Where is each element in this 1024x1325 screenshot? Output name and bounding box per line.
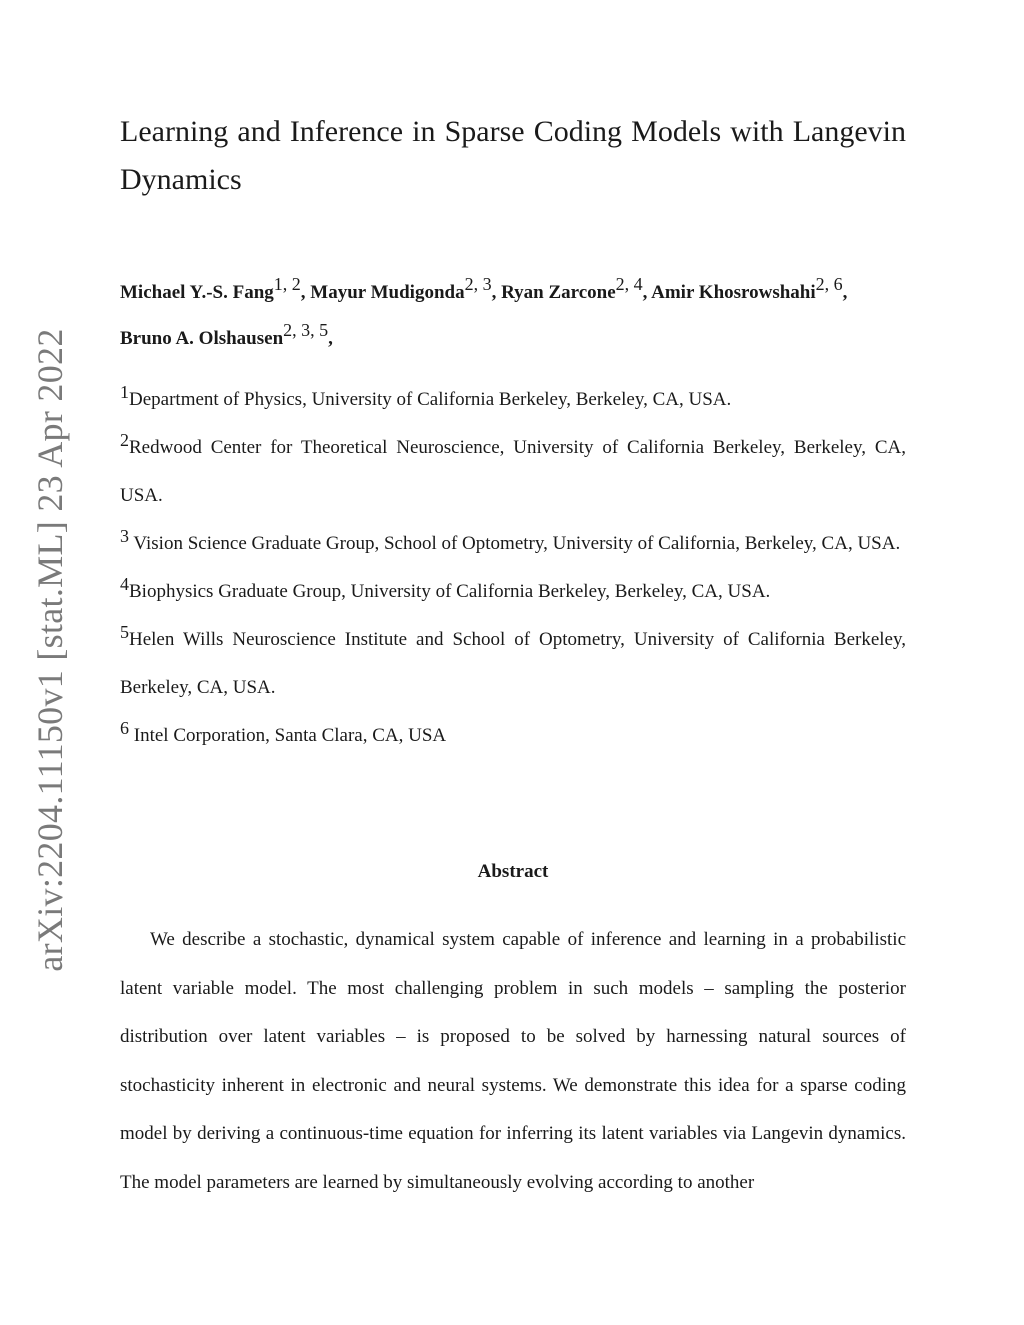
affiliation-text: Intel Corporation, Santa Clara, CA, USA	[129, 725, 447, 746]
author-affiliation-marker: 2, 3, 5	[283, 320, 329, 340]
affiliation-6	[120, 712, 906, 760]
affiliation-number: 1	[120, 382, 129, 402]
affiliation-list	[120, 376, 906, 760]
author-separator: ,	[491, 282, 502, 303]
author-name: Ryan Zarcone	[501, 282, 616, 303]
affiliation-text: Helen Wills Neuroscience Institute and School of Optometry, University of California Berkeley, Berkeley, CA, USA.	[120, 629, 906, 698]
author-affiliation-marker: 2, 3	[464, 274, 492, 294]
paper-content	[120, 108, 906, 1226]
author-name: Amir Khosrowshahi	[651, 282, 816, 303]
affiliation-number: 2	[120, 430, 129, 450]
affiliation-4	[120, 568, 906, 616]
author-affiliation-marker: 1, 2	[273, 274, 301, 294]
abstract-body: We describe a stochastic, dynamical system capable of inference and learning in a probabilistic latent variable model. The most challenging problem in such models – sampling the posterior distribution over latent variables – is proposed to be solved by harnessing natural sources of stochasticity inherent in electronic and neural systems. We demonstrate this idea for a sparse coding model by deriving a continuous-time equation for inferring its latent variables via Langevin dynamics. The model parameters are learned by simultaneously evolving according to another	[120, 929, 906, 1193]
author-separator: ,	[642, 282, 652, 303]
affiliation-text: Redwood Center for Theoretical Neuroscience, University of California Berkeley, Berkeley, CA, USA.	[120, 437, 906, 506]
author-3	[501, 274, 652, 303]
author-name: Mayur Mudigonda	[310, 282, 465, 303]
abstract-heading: Abstract	[477, 861, 549, 882]
paper-title: Learning and Inference in Sparse Coding Models with Langevin Dynamics	[120, 115, 906, 196]
author-name: Michael Y.-S. Fang	[120, 282, 274, 303]
affiliation-text: Vision Science Graduate Group, School of Optometry, University of California, Berkeley, CA, USA.	[129, 533, 901, 554]
affiliation-1	[120, 376, 906, 424]
affiliation-2	[120, 424, 906, 520]
affiliation-number: 5	[120, 622, 129, 642]
author-separator: ,	[300, 282, 311, 303]
affiliation-number: 3	[120, 526, 129, 546]
arxiv-identifier-stamp: arXiv:2204.11150v1 [stat.ML] 23 Apr 2022	[30, 328, 70, 972]
author-affiliation-marker: 2, 6	[815, 274, 843, 294]
affiliation-5	[120, 616, 906, 712]
author-separator: ,	[842, 282, 848, 303]
author-separator: ,	[328, 328, 333, 349]
author-affiliation-marker: 2, 4	[615, 274, 643, 294]
author-name: Bruno A. Olshausen	[120, 328, 284, 349]
author-2	[310, 274, 502, 303]
author-5	[120, 320, 333, 349]
author-1	[120, 274, 311, 303]
author-4	[651, 274, 848, 303]
affiliation-number: 4	[120, 574, 129, 594]
affiliation-number: 6	[120, 718, 129, 738]
affiliation-text: Biophysics Graduate Group, University of California Berkeley, Berkeley, CA, USA.	[129, 581, 771, 602]
affiliation-text: Department of Physics, University of California Berkeley, Berkeley, CA, USA.	[129, 389, 732, 410]
affiliation-3	[120, 520, 906, 568]
author-list	[120, 270, 906, 362]
